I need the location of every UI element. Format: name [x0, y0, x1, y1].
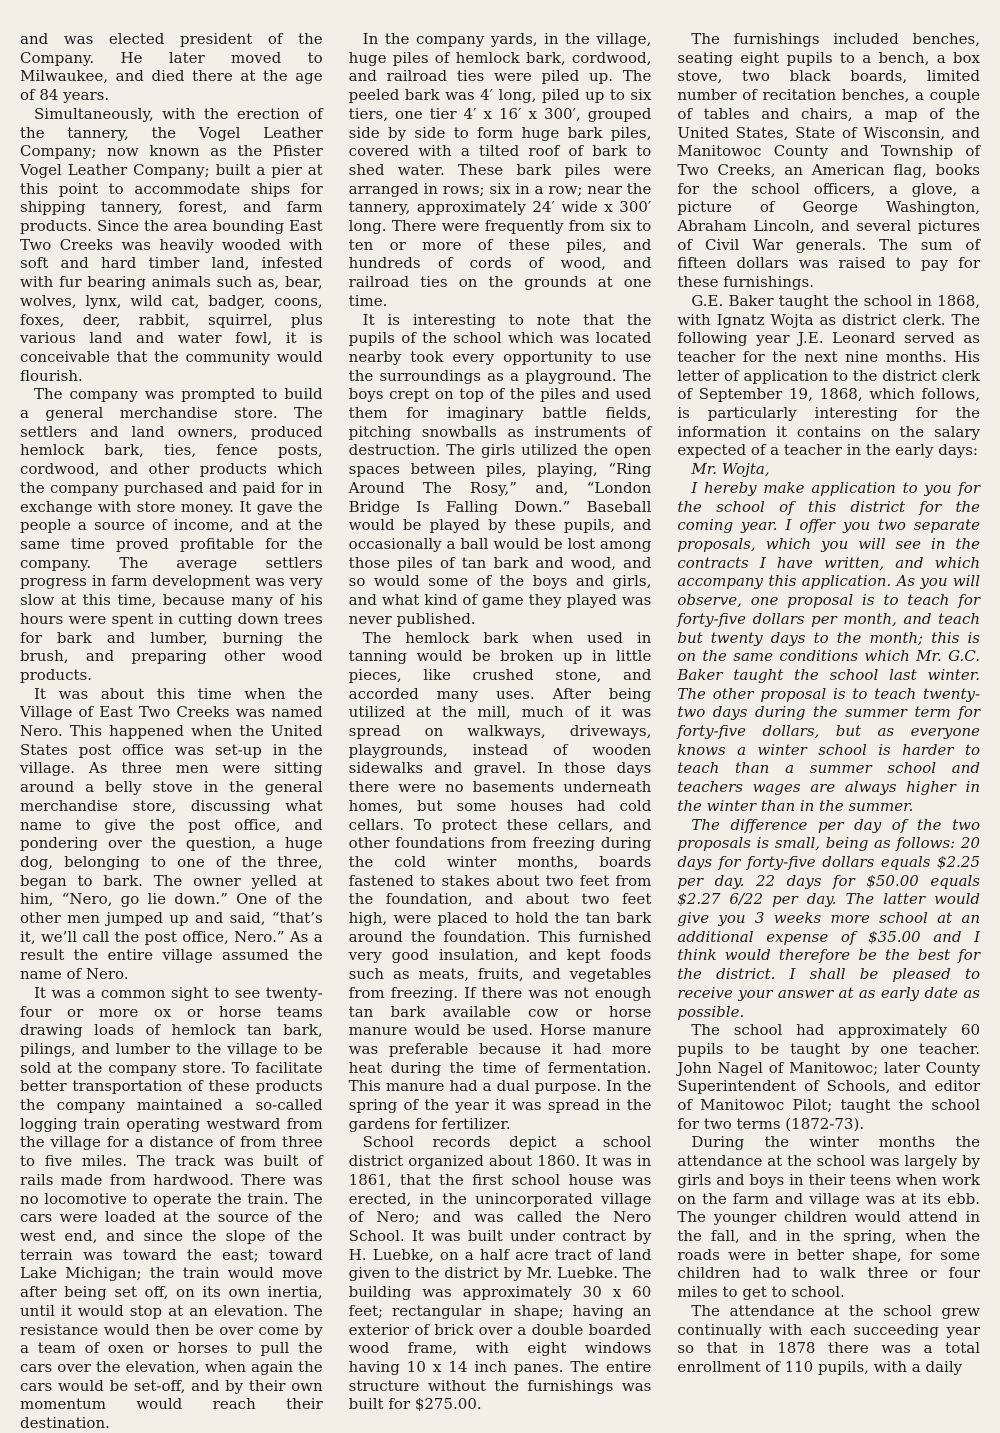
paragraph: G.E. Baker taught the school in 1868, with Ignatz Wojta as district clerk. The following year J.E. Leonard served as teacher for the next nine months. His letter of application to the district clerk of September 19, 1868, which follows, is particularly interesting for the information it contains on the salary expected of a teacher in the early days:: [677, 291, 981, 460]
paragraph: School records depict a school district organized about 1860. It was in 1861, that the first school house was erected, in the unincorporated village of Nero; and was called the Nero School. It was built under contract by H. Luebke, on a half acre tract of land given to the district by Mr. Luebke. The building was approximately 30 x 60 feet; rectangular in shape; having an exterior of brick over a double boarded wood frame, with eight windows having 10 x 14 inch panes. The entire structure without the furnishings was built for $275.00.: [348, 1133, 652, 1414]
paragraph: It was about this time when the Village of East Two Creeks was named Nero. This happened when the United States post office was set-up in the village. As three men were sitting around a belly stove in the general merchandise store, discussing what name to give the post office, and pondering over the question, a huge dog, belonging to one of the three, began to bark. The owner yelled at him, “Nero, go lie down.” One of the other men jumped up and said, “that’s it, we’ll call the post office, Nero.” As a result the entire village assumed the name of Nero.: [20, 684, 323, 984]
paragraph: The hemlock bark when used in tanning would be broken up in little pieces, like crushed stone, and accorded many uses. After being utilized at the mill, much of it was spread on walkways, driveways, playgrounds, instead of wooden sidewalks and gravel. In those days there were no basements underneath homes, but some houses had cold cellars. To protect these cellars, and other foundations from freezing during the cold winter months, boards fastened to stakes about two feet from the foundation, and about two feet high, were placed to hold the tan bark around the foundation. This furnished very good insulation, and kept foods such as meats, fruits, and vegetables from freezing. If there was not enough tan bark available cow or horse manure would be used. Horse manure was preferable because it had more heat during the time of fermentation. This manure had a dual purpose. In the spring of the year it was spread in the gardens for fertilizer.: [348, 628, 652, 1133]
paragraph: The attendance at the school grew continually with each succeeding year so that in 1878 there was a total enrollment of 110 pupils, with a daily: [677, 1301, 981, 1376]
paragraph: It was a common sight to see twenty-four or more ox or horse teams drawing loads of hemlock tan bark, pilings, and lumber to the village to be sold at the company store. To facilitate better transportation of these products the company maintained a so-called logging train operating westward from the village for a distance of from three to five miles. The track was built of rails made from hardwood. There was no locomotive to operate the train. The cars were loaded at the source of the west end, and since the slope of the terrain was toward the east; toward Lake Michigan; the train would move after being set off, on its own inertia, until it would stop at an elevation. The resistance would then be over come by a team of oxen or horses to pull the cars over the elevation, when again the cars would be set-off, and by their own momentum would reach their destination.: [20, 983, 323, 1433]
paragraph: The furnishings included benches, seating eight pupils to a bench, a box stove, two black boards, limited number of recitation benches, a couple of tables and chairs, a map of the United States, State of Wisconsin, and Manitowoc County and Township of Two Creeks, an American flag, books for the school officers, a glove, a picture of George Washington, Abraham Lincoln, and several pictures of Civil War generals. The sum of fifteen dollars was raised to pay for these furnishings.: [677, 30, 981, 292]
paragraph: It is interesting to note that the pupils of the school which was located nearby took every opportunity to use the surroundings as a playground. The boys crept on top of the piles and used them for imaginary battle fields, pitching snowballs as instruments of destruction. The girls utilized the open spaces between piles, playing, “Ring Around The Rosy,” and, “London Bridge Is Falling Down.” Baseball would be played by these pupils, and occasionally a ball would be lost among those piles of tan bark and wood, and so would some of the boys and girls, and what kind of game they played was never published.: [348, 310, 652, 628]
paragraph: Simultaneously, with the erection of the tannery, the Vogel Leather Company; now known as the Pfister Vogel Leather Company; built a pier at this point to accommodate ships for shipping tannery, forest, and farm products. Since the area bounding East Two Creeks was heavily wooded with soft and hard timber land, infested with fur bearing animals such as, bear, wolves, lynx, wild cat, badger, coons, foxes, deer, rabbit, squirrel, plus various land and water fowl, it is conceivable that the community would flourish.: [20, 104, 323, 385]
letter-paragraph: I hereby make application to you for the school of this district for the coming year. I offer you two separate proposals, which you will see in the contracts I have written, and which accompany this application. As you will observe, one proposal is to teach for forty-five dollars per month, and teach but twenty days to the month; this is on the same conditions which Mr. G.C. Baker taught the school last winter. The other proposal is to teach twenty-two days during the summer term for forty-five dollars, but as everyone knows a winter school is harder to teach than a summer school and teachers wages are always higher in the winter than in the summer.: [677, 478, 981, 815]
paragraph: and was elected president of the Company. He later moved to Milwaukee, and died there at the age of 84 years.: [20, 30, 323, 105]
paragraph: The school had approximately 60 pupils to be taught by one teacher. John Nagel of Manitowoc; later County Superintendent of Schools, and editor of Manitowoc Pilot; taught the school for two terms (1872-73).: [677, 1021, 981, 1133]
letter-salutation: Mr. Wojta,: [691, 460, 770, 479]
column-1: [20, 30, 323, 1433]
letter-paragraph: The difference per day of the two proposals is small, being as follows: 20 days for forty-five dollars equals $2.25 per day. 22 days for $50.00 equals $2.27 6/22 per day. The latter would give you 3 weeks more school at an additional expense of $35.00 and I think would therefore be the best for the district. I shall be pleased to receive your answer at as early date as possible.: [677, 815, 981, 1021]
column-2: [348, 30, 652, 1414]
paragraph: The company was prompted to build a general merchandise store. The settlers and land owners, produced hemlock bark, ties, fence posts, cordwood, and other products which the company purchased and paid for in exchange with store money. It gave the people a source of income, and at the same time proved profitable for the company. The average settlers progress in farm development was very slow at this time, because many of his hours were spent in cutting down trees for bark and lumber, burning the brush, and preparing other wood products.: [20, 385, 323, 684]
column-3: [677, 30, 981, 1376]
application-letter: [677, 460, 980, 1021]
paragraph: During the winter months the attendance at the school was largely by girls and boys in their teens when work on the farm and village was at its ebb. The younger children would attend in the fall, and in the spring, when the roads were in better shape, for some children had to walk three or four miles to get to school.: [677, 1133, 981, 1302]
paragraph: In the company yards, in the village, huge piles of hemlock bark, cordwood, and railroad ties were piled up. The peeled bark was 4′ long, piled up to six tiers, one tier 4′ x 16′ x 300′, grouped side by side to form huge bark piles, covered with a tilted roof of bark to shed water. These bark piles were arranged in rows; six in a row; near the tannery, approximately 24′ wide x 300′ long. There were frequently from six to ten or more of these piles, and hundreds of cords of wood, and railroad ties on the grounds at one time.: [348, 30, 652, 310]
